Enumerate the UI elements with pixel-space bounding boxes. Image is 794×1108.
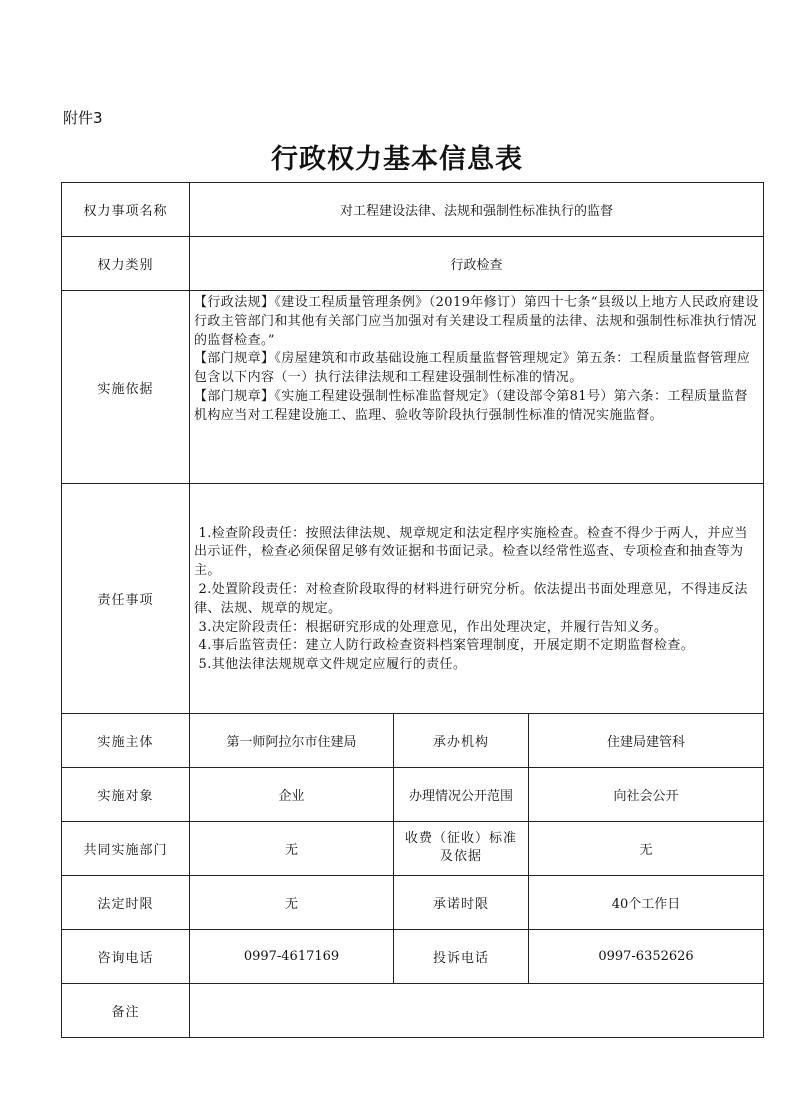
row-phone <box>62 929 764 983</box>
label-fee-standard: 收费（征收）标准及依据 <box>394 821 529 875</box>
row-responsibility <box>62 484 764 714</box>
value-remarks <box>190 983 764 1037</box>
value-fee-standard: 无 <box>529 821 764 875</box>
label-disclosure-scope: 办理情况公开范围 <box>394 767 529 821</box>
label-legal-time-limit: 法定时限 <box>62 875 190 929</box>
value-target: 企业 <box>190 767 394 821</box>
row-subject <box>62 713 764 767</box>
label-power-name: 权力事项名称 <box>62 183 190 237</box>
basis-paragraph: 【行政法规】《建设工程质量管理条例》（2019年修订）第四十七条“县级以上地方人民政府建设行政主管部门和其他有关部门应当加强对有关建设工程质量的法律、法规和强制性标准执行情况的监督检查。” <box>194 295 759 348</box>
row-remarks <box>62 983 764 1037</box>
row-target <box>62 767 764 821</box>
responsibility-item: 1.检查阶段责任：按照法律法规、规章规定和法定程序实施检查。检查不得少于两人，并应当出示证件，检查必须保留足够有效证据和书面记录。检查以经常性巡查、专项检查和抽查等为主。 <box>194 525 748 579</box>
value-handling-org: 住建局建管科 <box>529 713 764 767</box>
responsibility-item: 4.事后监管责任：建立人防行政检查资料档案管理制度，开展定期不定期监督检查。 <box>194 638 695 654</box>
value-basis <box>190 291 764 484</box>
row-joint <box>62 821 764 875</box>
label-handling-org: 承办机构 <box>394 713 529 767</box>
label-category: 权力类别 <box>62 237 190 291</box>
value-consult-phone: 0997-4617169 <box>190 929 394 983</box>
value-disclosure-scope: 向社会公开 <box>529 767 764 821</box>
basis-paragraph: 【部门规章】《实施工程建设强制性标准监督规定》（建设部令第81号）第六条：工程质量监督机构应当对工程建设施工、监理、验收等阶段执行强制性标准的情况实施监督。 <box>194 388 748 423</box>
label-consult-phone: 咨询电话 <box>62 929 190 983</box>
value-complaint-phone: 0997-6352626 <box>529 929 764 983</box>
label-remarks: 备注 <box>62 983 190 1037</box>
page-title: 行政权力基本信息表 <box>271 144 523 175</box>
value-subject: 第一师阿拉尔市住建局 <box>190 713 394 767</box>
responsibility-item: 2.处置阶段责任：对检查阶段取得的材料进行研究分析。依法提出书面处理意见，不得违反法律、法规、规章的规定。 <box>194 581 748 616</box>
row-basis <box>62 291 764 484</box>
label-subject: 实施主体 <box>62 713 190 767</box>
row-name <box>62 183 764 237</box>
label-promised-time-limit: 承诺时限 <box>394 875 529 929</box>
responsibility-item: 5.其他法律法规规章文件规定应履行的责任。 <box>194 657 467 673</box>
row-time-limit <box>62 875 764 929</box>
value-category: 行政检查 <box>190 237 764 291</box>
label-complaint-phone: 投诉电话 <box>394 929 529 983</box>
label-basis: 实施依据 <box>62 291 190 484</box>
label-joint-dept: 共同实施部门 <box>62 821 190 875</box>
value-responsibility <box>190 484 764 714</box>
value-joint-dept: 无 <box>190 821 394 875</box>
attachment-label: 附件3 <box>63 109 103 127</box>
row-category <box>62 237 764 291</box>
responsibility-item: 3.决定阶段责任：根据研究形成的处理意见，作出处理决定，并履行告知义务。 <box>194 619 668 635</box>
label-responsibility: 责任事项 <box>62 484 190 714</box>
value-legal-time-limit: 无 <box>190 875 394 929</box>
info-table <box>61 182 764 1038</box>
value-promised-time-limit: 40个工作日 <box>529 875 764 929</box>
value-power-name: 对工程建设法律、法规和强制性标准执行的监督 <box>190 183 764 237</box>
label-target: 实施对象 <box>62 767 190 821</box>
basis-paragraph: 【部门规章】《房屋建筑和市政基础设施工程质量监督管理规定》第五条：工程质量监督管理应包含以下内容（一）执行法律法规和工程建设强制性标准的情况。 <box>194 351 751 386</box>
